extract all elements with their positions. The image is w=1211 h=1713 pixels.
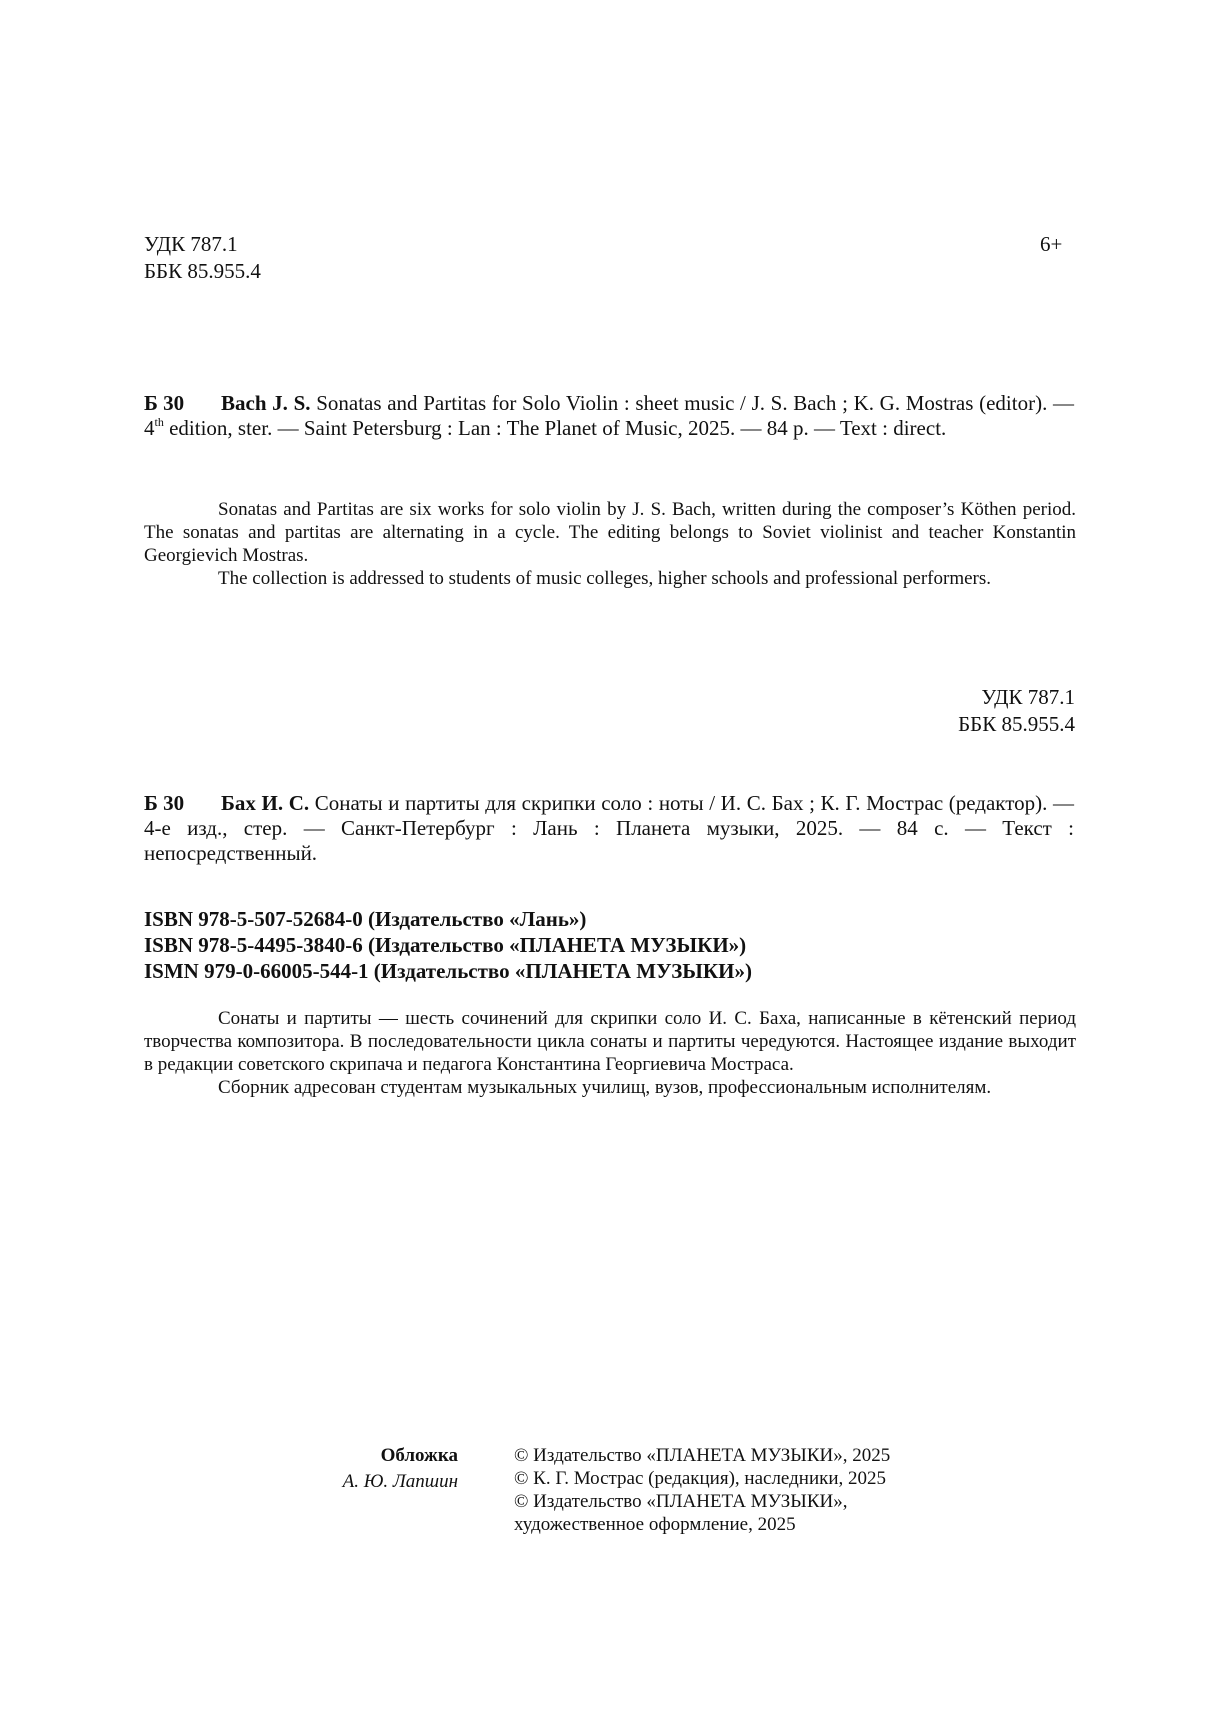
english-entry-code: Б 30 xyxy=(144,391,185,415)
edition-superscript: th xyxy=(154,415,164,429)
russian-bibliographic-entry xyxy=(144,791,1074,866)
english-annotation-p1: Sonatas and Partitas are six works for solo violin by J. S. Bach, written during the composer’s Köthen period. The sonatas and partitas are alternating in a cycle. The editing belongs to Soviet violinist and teacher Konstantin Georgievich Mostras. xyxy=(144,499,1076,566)
english-annotation xyxy=(144,498,1076,590)
russian-annotation-p2: Сборник адресован студентам музыкальных училищ, вузов, профессиональным исполнителям. xyxy=(218,1077,992,1098)
udk-second: УДК 787.1 xyxy=(981,685,1075,709)
udk-top: УДК 787.1 xyxy=(144,232,238,256)
english-entry-text-cont: edition, ster. — Saint Petersburg : Lan : The Planet of Music, 2025. — 84 p. — Text : direct. xyxy=(163,416,947,440)
copyright-line: © К. Г. Мострас (редакция), наследники, 2025 xyxy=(514,1468,887,1489)
age-rating: 6+ xyxy=(1040,232,1063,256)
copyright-line: художественное оформление, 2025 xyxy=(514,1514,796,1535)
cover-label: Обложка xyxy=(380,1445,458,1466)
russian-annotation-p1: Сонаты и партиты — шесть сочинений для скрипки соло И. С. Баха, написанные в кётенский период творчества композитора. В последовательности цикла сонаты и партиты чередуются. Настоящее издание выходит в редакции советского скрипача и педагога Константина Георгиевича Мостраса. xyxy=(144,1008,1076,1075)
ismn-planeta: ISMN 979-0-66005-544-1 (Издательство «ПЛАНЕТА МУЗЫКИ») xyxy=(144,959,752,983)
english-bibliographic-entry xyxy=(144,391,1074,441)
english-annotation-p2: The collection is addressed to students of music colleges, higher schools and professional performers. xyxy=(218,568,991,589)
isbn-lan: ISBN 978-5-507-52684-0 (Издательство «Лань») xyxy=(144,907,587,931)
english-entry-author: Bach J. S. xyxy=(221,391,311,415)
russian-entry-code: Б 30 xyxy=(144,791,185,815)
bbk-second: ББК 85.955.4 xyxy=(958,712,1075,736)
copyright-line: © Издательство «ПЛАНЕТА МУЗЫКИ», xyxy=(514,1491,848,1512)
russian-annotation xyxy=(144,1007,1076,1099)
russian-entry-text: Сонаты и партиты для скрипки соло : ноты / И. С. Бах ; К. Г. Мострас (редактор). — 4-е изд., стер. — Санкт-Петербург : Лань : Планета музыки, 2025. — 84 с. — Текст : непосредственный. xyxy=(144,791,1075,865)
bbk-top: ББК 85.955.4 xyxy=(144,259,261,283)
isbn-planeta: ISBN 978-5-4495-3840-6 (Издательство «ПЛАНЕТА МУЗЫКИ») xyxy=(144,933,747,957)
cover-artist: А. Ю. Лапшин xyxy=(342,1471,458,1492)
russian-entry-author: Бах И. С. xyxy=(221,791,310,815)
copyright-line: © Издательство «ПЛАНЕТА МУЗЫКИ», 2025 xyxy=(514,1445,891,1466)
copyright-block xyxy=(514,1444,890,1536)
english-entry-text: Sonatas and Partitas for Solo Violin : sheet music / J. S. Bach ; K. G. Mostras (editor). — 4 xyxy=(144,391,1074,440)
